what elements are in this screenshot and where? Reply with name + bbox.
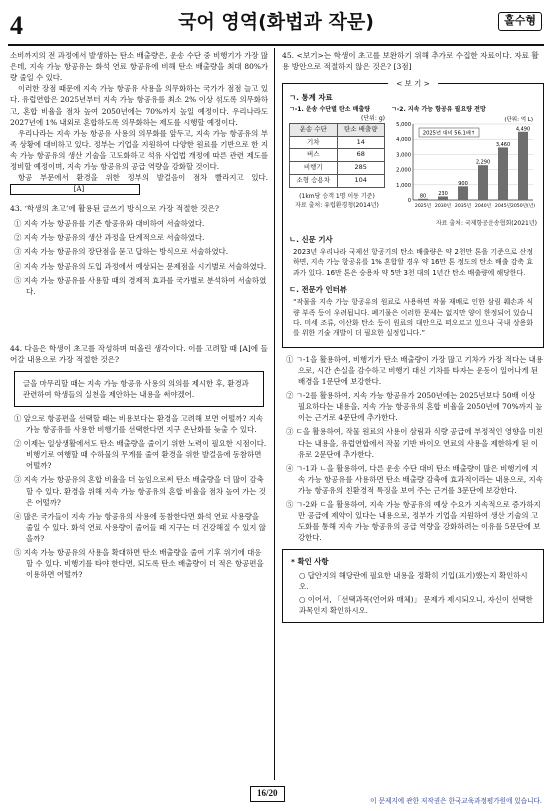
y-tick-label: 5,000 bbox=[396, 121, 411, 128]
table-cell: 14 bbox=[337, 136, 385, 149]
y-tick-label: 4,000 bbox=[396, 137, 411, 144]
table-row bbox=[290, 174, 385, 187]
notice-title: * 확인 사항 bbox=[291, 557, 329, 567]
left-column bbox=[10, 50, 268, 583]
table-unit: (단위: g) bbox=[360, 114, 385, 122]
news-article: 2023년 우리나라 국제선 항공기의 탄소 배출량은 약 2천만 톤을 기준으로 산정하면, 지속 가능 항공유를 1% 혼합할 경우 약 16만 톤 정도의 탄소 배출 감축 효과가 있다. 16만 톤은 승용차 약 5만 3천 대의 1년간 탄소 배출량에 해당한다. bbox=[293, 248, 533, 277]
page-number: 4 bbox=[10, 11, 23, 40]
chart-title: ㄱ-2. 지속 가능 항공유 필요량 전망 bbox=[391, 105, 486, 113]
table-cell: 버스 bbox=[290, 149, 338, 162]
question-45-options bbox=[282, 354, 544, 544]
question-stem: 45. <보기>는 학생이 초고를 보완하기 위해 추가로 수집한 자료이다. 자료 활용 방안으로 적절하지 않은 것은? [3점] bbox=[282, 51, 539, 72]
bogi-box bbox=[282, 78, 544, 348]
notice-item: ○ 이어서, 「선택과목(언어와 매체)」 문제가 제시되오니, 자신이 선택한 과목인지 확인하시오. bbox=[299, 594, 533, 615]
table-cell: 비행기 bbox=[290, 162, 338, 175]
answer-option[interactable]: ④ ㄱ-1과 ㄴ을 활용하여, 다른 운송 수단 대비 탄소 배출량이 많은 비행기에 지속 가능 항공유를 사용하면 탄소 배출량 감축에 효과적이라는 내용으로, 지속 가능 항공유의 친환경적 특징을 보여 주는 근거를 3문단에 보강한다. bbox=[286, 463, 543, 495]
chart-bar bbox=[438, 196, 448, 199]
y-tick-label: 0 bbox=[407, 197, 411, 204]
y-tick-label: 1,000 bbox=[396, 182, 411, 189]
blank-box-a: [A] bbox=[10, 184, 140, 195]
answer-option[interactable]: ② 이제는 일상생활에서도 탄소 배출량을 줄이기 위한 노력이 필요한 시점이다. 비행기로 여행할 때 수하물의 무게를 줄여 환경을 위한 발걸음에 동참하면 어떨까? bbox=[14, 439, 267, 471]
table-row bbox=[290, 136, 385, 149]
chart-source: 자료 출처: 국제항공운송협회(2021년) bbox=[435, 220, 537, 227]
exam-type-badge: 홀수형 bbox=[498, 12, 542, 31]
page-current: 16 bbox=[257, 788, 266, 798]
saf-chart-block bbox=[391, 105, 537, 228]
x-tick-label: 2030년 bbox=[434, 203, 452, 209]
table-cell: 소형 승용차 bbox=[290, 174, 338, 187]
table-cell: 68 bbox=[337, 149, 385, 162]
x-tick-label: 2045년 bbox=[494, 203, 512, 209]
x-tick-label: 2035년 bbox=[454, 203, 472, 209]
column-divider bbox=[274, 48, 275, 780]
passage-paragraph: 소비까지의 전 과정에서 발생하는 탄소 배출량은, 운송 수단 중 비행기가 가장 많은데, 지속 가능 항공유는 화석 연료 항공유에 비해 탄소 배출량을 최대 80%가량 줄일 수 있다. bbox=[10, 51, 268, 83]
answer-option[interactable]: ⑤ 지속 가능 항공유를 사용할 때의 경제적 효과를 국가별로 분석하여 서술하였다. bbox=[14, 275, 267, 296]
data-label: 3,460 bbox=[495, 141, 511, 148]
table-title: ㄱ-1. 운송 수단별 탄소 배출량 bbox=[289, 105, 371, 113]
chart-unit: (단위: 억 L) bbox=[504, 116, 533, 123]
question-43 bbox=[10, 203, 268, 297]
expert-interview: “작물을 지속 가능 항공유의 원료로 사용하면 작물 재배로 인한 삼림 훼손과 식량 부족 등이 우려됩니다. 폐기물은 이러한 문제는 없지만 양이 한정되어 있습니다. 미세 조류, 이산화 탄소 등이 원료의 대안으로 떠오르고 있으나 국내 상용화를 위한 기술 개발이 더 필요한 실정입니다.” bbox=[293, 298, 533, 338]
question-44 bbox=[10, 343, 268, 581]
y-tick-label: 2,000 bbox=[396, 167, 411, 174]
table-row bbox=[290, 149, 385, 162]
data-label: 230 bbox=[438, 190, 448, 197]
section-heading: ㄱ. 통계 자료 bbox=[289, 92, 333, 102]
answer-option[interactable]: ④ 많은 국가들이 지속 가능 항공유의 사용에 동참한다면 화석 연료 사용량을 줄일 수 있다. 화석 연료 사용량이 줄어들 때 지구는 더 건강해질 수 있지 않을까? bbox=[14, 511, 266, 543]
chart-annotation: 2025년 대비 56.1배↑ bbox=[422, 130, 476, 137]
data-label: 4,490 bbox=[515, 126, 531, 133]
answer-option[interactable]: ② 지속 가능 항공유의 생산 과정을 단계적으로 서술하였다. bbox=[14, 233, 205, 243]
table-note: (1km당 승객 1명 이동 기준) bbox=[299, 192, 375, 200]
table-cell: 기차 bbox=[290, 136, 338, 149]
page-title: 국어 영역(화법과 작문) bbox=[178, 11, 374, 33]
table-cell: 285 bbox=[337, 162, 385, 175]
section-heading: ㄷ. 전문가 인터뷰 bbox=[289, 285, 347, 295]
notice-box bbox=[282, 549, 544, 623]
condition-box bbox=[14, 371, 264, 407]
answer-option[interactable]: ⑤ 지속 가능 항공유의 사용을 확대하면 탄소 배출량을 줄여 기후 위기에 대응할 수 있다. 비행기를 타야 한다면, 되도록 탄소 배출량이 더 적은 항공편을 이용하면 어떨까? bbox=[14, 548, 264, 580]
table-header: 탄소 배출량 bbox=[337, 123, 385, 136]
bogi-label: < 보 기 > bbox=[388, 78, 438, 89]
table-header: 운송 수단 bbox=[290, 123, 338, 136]
chart-bar bbox=[458, 186, 468, 200]
answer-option[interactable]: ① 지속 가능 항공유를 기존 항공유와 대비하여 서술하였다. bbox=[14, 219, 205, 229]
condition-text: 글을 마무리할 때는 지속 가능 항공유 사용의 의의를 제시한 후, 환경과 관련하여 학생들의 실천을 제안하는 내용을 써야겠어. bbox=[23, 378, 249, 399]
page-total: 20 bbox=[268, 788, 278, 798]
section-heading: ㄴ. 신문 기사 bbox=[289, 235, 333, 244]
x-tick-label: 2040년 bbox=[474, 203, 492, 209]
question-stem: 43. ‘학생의 초고’에 활용된 글쓰기 방식으로 가장 적절한 것은? bbox=[10, 203, 220, 213]
page-indicator: 16/20 bbox=[250, 786, 285, 802]
header-divider bbox=[8, 44, 544, 46]
right-column bbox=[282, 50, 544, 623]
answer-option[interactable]: ① ㄱ-1을 활용하여, 비행기가 탄소 배출량이 가장 많고 기차가 가장 적다는 내용으로, 시간 손실을 감수하고 비행기 대신 기차를 타자는 운동이 일어나게 된 배경을 1문단에 보강한다. bbox=[286, 354, 543, 386]
x-tick-label: 2025년 bbox=[414, 203, 432, 209]
passage bbox=[10, 50, 268, 195]
table-source: 자료 출처: 유럽환경청(2014년) bbox=[295, 201, 379, 209]
emission-table bbox=[289, 123, 385, 188]
y-tick-label: 3,000 bbox=[396, 152, 411, 159]
table-cell: 104 bbox=[337, 174, 385, 187]
passage-paragraph bbox=[10, 172, 268, 195]
emission-table-block bbox=[289, 105, 385, 228]
chart-bar bbox=[518, 132, 528, 200]
answer-option[interactable]: ① 앞으로 항공편을 선택할 때는 비용보다는 환경을 고려해 보면 어떨까? 지속 가능 항공유를 사용한 비행기를 선택한다면 지구 온난화를 늦출 수 있다. bbox=[14, 413, 264, 434]
data-label: 2,290 bbox=[475, 159, 491, 166]
data-label: 80 bbox=[419, 193, 427, 200]
answer-option[interactable]: ② ㄱ-2를 활용하여, 지속 가능 항공유가 2050년에는 2025년보다 50배 이상 필요하다는 내용을, 지속 가능 항공유의 혼합 비율을 2050년에 70%까지 높이는 근거로 4문단에 추가한다. bbox=[286, 391, 543, 423]
chart-bar bbox=[478, 165, 488, 200]
passage-paragraph: 우리나라는 지속 가능 항공유 사용의 의무화를 앞두고, 지속 가능 항공유의 부족 상황에 대비하고 있다. 정부는 기업을 지원하여 다양한 원료를 기반으로 한 지속 가능 항공유의 생산 기술을 고도화하고 석유 사업법 개정에 따른 관련 제도를 정비할 예정이며, 지속 가능 항공유의 공급 역량을 강화할 것이다. bbox=[10, 128, 268, 172]
table-row bbox=[290, 162, 385, 175]
answer-option[interactable]: ④ 지속 가능 항공유의 도입 과정에서 예상되는 문제점을 시기별로 서술하였다. bbox=[14, 261, 267, 271]
answer-option[interactable]: ③ ㄷ을 활용하여, 작물 원료의 사용이 삼림과 식량 공급에 부정적인 영향을 미친다는 내용을, 유럽연합에서 작물 기반 바이오 연료의 사용을 제한하게 된 이유로 2문단에 추가한다. bbox=[286, 427, 543, 459]
saf-demand-chart bbox=[391, 114, 537, 216]
question-stem: 44. 다음은 학생이 초고를 작성하며 떠올린 생각이다. 이를 고려할 때 [A]에 들어갈 내용으로 가장 적절한 것은? bbox=[10, 343, 268, 365]
chart-bar bbox=[498, 147, 508, 200]
answer-option[interactable]: ③ 지속 가능 항공유의 혼합 비율을 더 높임으로써 탄소 배출량을 더 많이 감축할 수 있다. 환경을 위해 지속 가능 항공유의 혼합 비율을 점차 높여 가는 것은 어떨까? bbox=[14, 475, 266, 507]
answer-option[interactable]: ⑤ ㄱ-2와 ㄷ을 활용하여, 지속 가능 항공유의 예상 수요가 지속적으로 증가하지만 공급에 제약이 있다는 내용으로, 정부가 기업을 지원하여 생산 기술의 고도화를 통해 지속 가능 항공유의 공급 역량을 강화하려는 이유를 5문단에 보강한다. bbox=[286, 500, 541, 543]
answer-option[interactable]: ③ 지속 가능 항공유의 장단점을 묻고 답하는 방식으로 서술하였다. bbox=[14, 247, 229, 257]
notice-item: ○ 답안지의 해당란에 필요한 내용을 정확히 기입(표기)했는지 확인하시오. bbox=[299, 570, 528, 591]
data-label: 900 bbox=[458, 180, 468, 187]
passage-paragraph: 이러한 장점 때문에 지속 가능 항공유 사용을 의무화하는 국가가 점점 늘고 있다. 유럽연합은 2025년부터 지속 가능 항공유를 최소 2% 이상 섞도록 의무화하고, 혼합 비율을 점차 높여 2050년에는 70%까지 높일 예정이다. 우리나라도 2027년에 1% 내외로 혼합하도록 의무화하는 제도를 시행할 예정이다. bbox=[10, 84, 268, 127]
passage-last-sentence: 항공 부문에서 환경을 위한 정부의 발걸음이 점차 빨라지고 있다. bbox=[18, 173, 268, 183]
copyright-notice: 이 문제지에 관한 저작권은 한국교육과정평가원에 있습니다. bbox=[370, 797, 542, 805]
x-tick-label: 2050년(년) bbox=[510, 203, 536, 209]
